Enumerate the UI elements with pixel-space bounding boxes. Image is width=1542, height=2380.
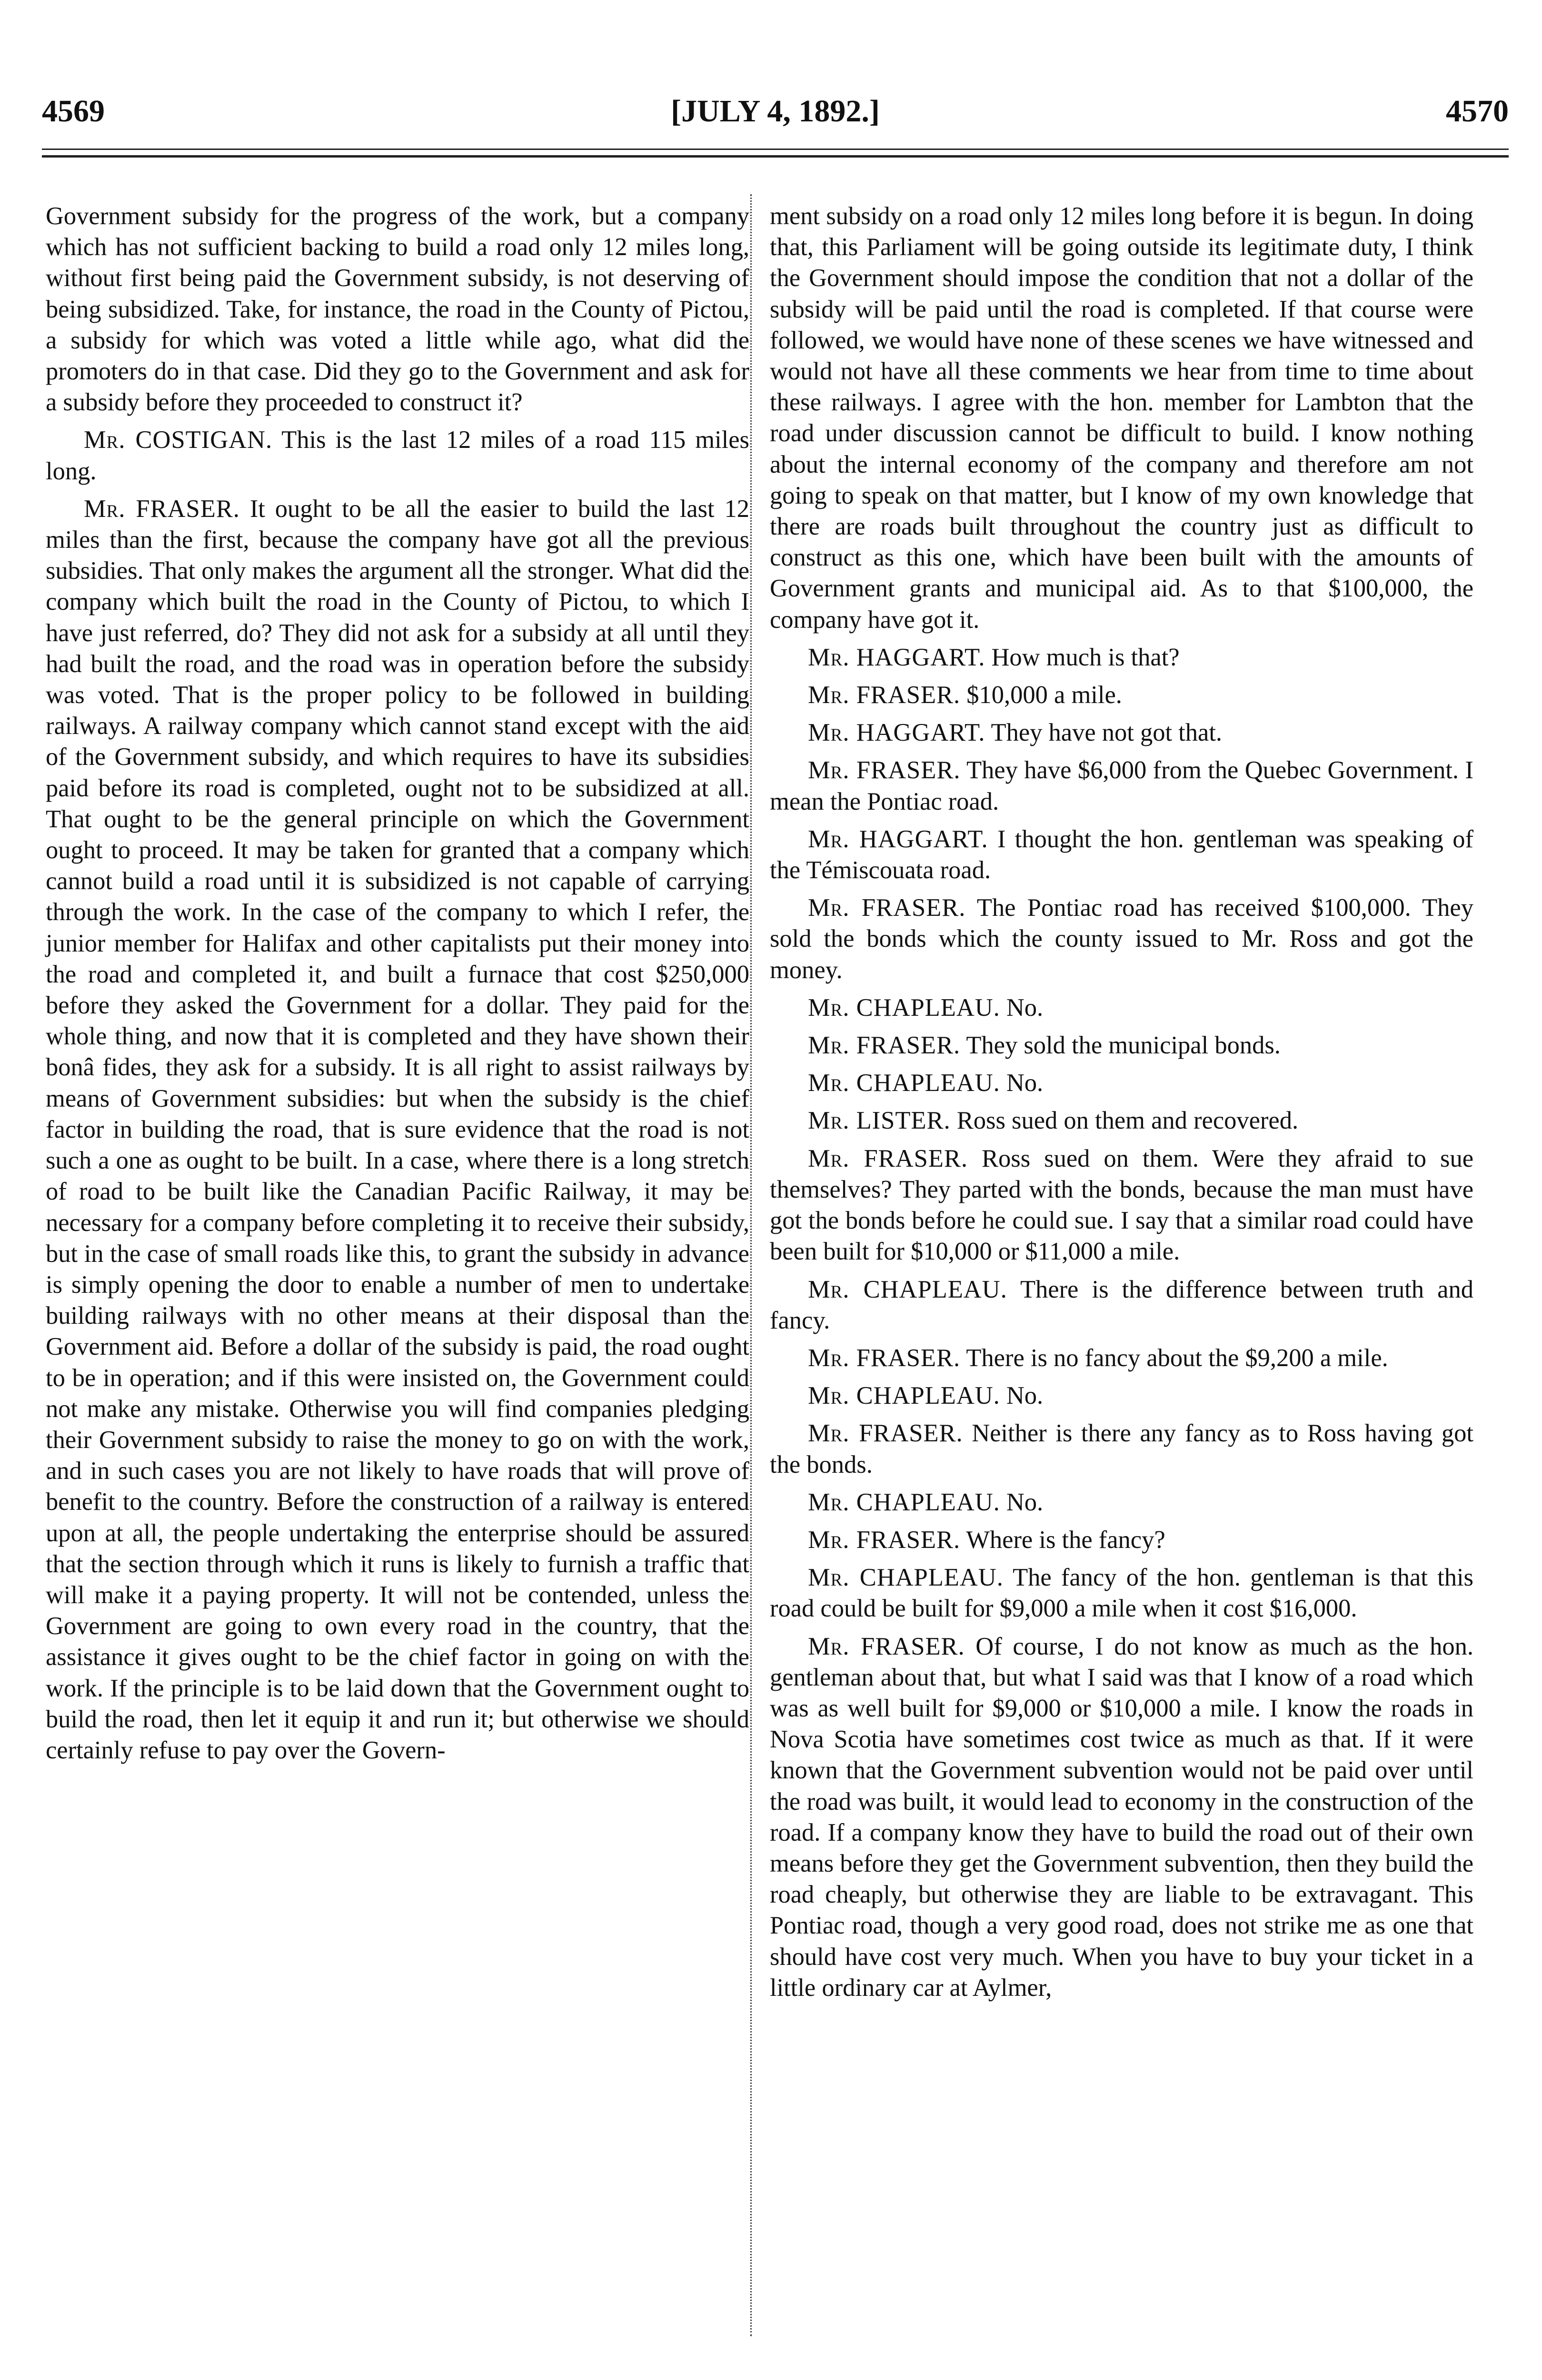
paragraph-text: No.	[1006, 1488, 1044, 1516]
paragraph	[770, 992, 1473, 1023]
paragraph-text: It ought to be all the easier to build the last 12 miles than the first, because the company have got all the previous subsidies. That only makes the argument all the stronger. What did the company which built the road in the County of Pictou, to which I have just referred, do? They did not ask for a subsidy at all until they had built the road, and the road was in operation before the subsidy was voted. That is the proper policy to be followed in building railways. A railway company which cannot stand except with the aid of the Government subsidy, and which requires to have its subsidies paid before its road is completed, ought not to be subsidized at all. That ought to be the general principle on which the Government ought to proceed. It may be taken for granted that a company which cannot build a road until it is subsidized is not capable of carrying through the work. In the case of the company to which I refer, the junior member for Halifax and other capitalists put their money into the road and completed it, and built a furnace that cost $250,000 before they asked the Government for a dollar. They paid for the whole thing, and now that it is completed and they have shown their bonâ fides, they ask for a subsidy. It is all right to assist railways by means of Government subsidies: but when the subsidy is the chief factor in building the road, that is sure evidence that the road is not such a one as ought to be built. In a case, where there is a long stretch of road to be built like the Canadian Pacific Railway, it may be necessary for a company before completing it to receive their subsidy, but in the case of small roads like this, to grant the subsidy in advance is simply opening the door to enable a number of men to undertake building railways with no other means at their disposal than the Government aid. Before a dollar of the subsidy is paid, the road ought to be in operation; and if this were insisted on, the Government could not make any mistake. Otherwise you will find companies pledging their Government subsidy to raise the money to go on with the work, and in such cases you are not likely to have roads that will prove of benefit to the country. Before the construction of a railway is entered upon at all, the people undertaking the enterprise should be assured that the section through which it runs is likely to furnish a traffic that will make it a paying property. It will not be contended, unless the Government are going to own every road in the country, that the assistance it gives ought to be the chief factor in going on with the work. If the principle is to be laid down that the Government ought to build the road, then let it equip it and run it; but otherwise we should certainly refuse to pay over the Govern-	[46, 495, 750, 1764]
header-rule-double	[42, 155, 1509, 158]
paragraph	[770, 1105, 1473, 1136]
speaker-name: Mr. HAGGART.	[808, 643, 985, 671]
paragraph	[770, 1631, 1473, 2003]
paragraph	[770, 201, 1473, 635]
speaker-name: Mr. CHAPLEAU.	[808, 1275, 1007, 1303]
speaker-name: Mr. LISTER.	[808, 1107, 951, 1135]
paragraph	[770, 717, 1473, 748]
page-date: [JULY 4, 1892.]	[671, 94, 880, 129]
paragraph-text: They have not got that.	[991, 719, 1223, 747]
paragraph-text: The fancy of the hon. gentleman is that this road could be built for $9,000 a mile when it cost $16,000.	[770, 1564, 1473, 1623]
column-divider	[750, 194, 752, 2336]
speaker-name: Mr. CHAPLEAU.	[808, 993, 1000, 1021]
paragraph-text: $10,000 a mile.	[966, 681, 1122, 709]
paragraph-text: No.	[1006, 1382, 1044, 1410]
paragraph	[770, 1525, 1473, 1556]
paragraph	[770, 1562, 1473, 1624]
paragraph	[770, 1418, 1473, 1480]
speaker-name: Mr. HAGGART.	[808, 825, 988, 853]
speaker-name: Mr. CHAPLEAU.	[808, 1382, 1000, 1410]
paragraph	[770, 1030, 1473, 1061]
paragraph	[46, 494, 749, 1766]
paragraph-text: Ross sued on them. Were they afraid to sue themselves? They parted with the bonds, because the man must have got the bonds before he could sue. I say that a similar road could have been built for $10,000 or $11,000 a mile.	[770, 1144, 1474, 1266]
paragraph-text: Neither is there any fancy as to Ross having got the bonds.	[770, 1419, 1473, 1478]
speaker-name: Mr. FRASER.	[808, 1344, 961, 1372]
page-header	[42, 93, 1509, 131]
paragraph-text: Ross sued on them and recovered.	[956, 1107, 1299, 1135]
paragraph-text: I thought the hon. gentleman was speaking of the Témiscouata road.	[770, 825, 1474, 884]
paragraph	[770, 1343, 1473, 1374]
left-page-number: 4569	[42, 94, 105, 129]
speaker-name: Mr. FRASER.	[808, 1632, 965, 1660]
left-column	[46, 201, 749, 1773]
paragraph-text: They sold the municipal bonds.	[966, 1031, 1281, 1060]
paragraph-text: There is the difference between truth and fancy.	[770, 1275, 1473, 1334]
paragraph-text: No.	[1006, 993, 1044, 1021]
paragraph-text: No.	[1006, 1069, 1044, 1097]
paragraph-text: The Pontiac road has received $100,000. They sold the bonds which the county issued to Mr. Ross and got the money.	[770, 894, 1473, 984]
speaker-name: Mr. CHAPLEAU.	[808, 1564, 1004, 1592]
paragraph	[770, 680, 1473, 711]
paragraph-text: Where is the fancy?	[966, 1526, 1165, 1554]
paragraph-text: ment subsidy on a road only 12 miles long before it is begun. In doing that, this Parliament will be going outside its legitimate duty, I think the Government should impose the condition that not a dollar of the subsidy will be paid until the road is completed. If that course were followed, we would have none of these scenes we have witnessed and would not have all these comments we hear from time to time about these railways. I agree with the hon. member for Lambton that the road under discussion cannot be difficult to build. I know nothing about the internal economy of the company and therefore am not going to speak on that matter, but I know of my own knowledge that there are roads built throughout the country just as difficult to construct as this one, which have been built with the amounts of Government grants and municipal aid. As to that $100,000, the company have got it.	[770, 202, 1473, 634]
paragraph	[770, 1487, 1473, 1518]
speaker-name: Mr. FRASER.	[84, 495, 240, 523]
speaker-name: Mr. FRASER.	[808, 894, 966, 922]
header-rule	[42, 149, 1509, 150]
right-page-number: 4570	[1446, 94, 1509, 129]
speaker-name: Mr. FRASER.	[808, 756, 961, 784]
paragraph	[770, 755, 1473, 817]
speaker-name: Mr. FRASER.	[808, 1419, 963, 1448]
paragraph	[770, 642, 1473, 673]
paragraph-text: How much is that?	[991, 643, 1180, 671]
paragraph	[770, 1143, 1473, 1268]
paragraph-text: Government subsidy for the progress of the work, but a company which has not sufficient backing to build a road only 12 miles long, without first being paid the Government subsidy, is not deserving of being subsidized. Take, for instance, the road in the County of Pictou, a subsidy for which was voted a little while ago, what did the promoters do in that case. Did they go to the Government and ask for a subsidy before they proceeded to construct it?	[46, 202, 749, 416]
speaker-name: Mr. FRASER.	[808, 1031, 961, 1060]
speaker-name: Mr. FRASER.	[808, 1144, 968, 1172]
paragraph	[770, 824, 1473, 886]
paragraph	[770, 1274, 1473, 1336]
right-column	[770, 201, 1473, 2010]
paragraph-text: There is no fancy about the $9,200 a mile.	[966, 1344, 1388, 1372]
paragraph-text: This is the last 12 miles of a road 115 miles long.	[46, 426, 749, 485]
paragraph	[46, 201, 749, 418]
paragraph	[770, 892, 1473, 986]
speaker-name: Mr. COSTIGAN.	[84, 426, 273, 454]
speaker-name: Mr. FRASER.	[808, 681, 961, 709]
paragraph	[770, 1068, 1473, 1099]
paragraph-text: Of course, I do not know as much as the hon. gentleman about that, but what I said was that I know of a road which was as well built for $9,000 or $10,000 a mile. I know the roads in Nova Scotia have sometimes cost twice as much as that. If it were known that the Government subvention would not be paid over until the road was built, it would lead to economy in the construction of the road. If a company know they have to build the road out of their own means before they get the Government subvention, then they build the road cheaply, but otherwise they are liable to be extravagant. This Pontiac road, though a very good road, does not strike me as one that should have cost very much. When you have to buy your ticket in a little ordinary car at Aylmer,	[770, 1632, 1474, 2002]
speaker-name: Mr. CHAPLEAU.	[808, 1069, 1000, 1097]
paragraph-text: They have $6,000 from the Quebec Government. I mean the Pontiac road.	[770, 756, 1473, 815]
speaker-name: Mr. FRASER.	[808, 1526, 961, 1554]
paragraph	[46, 425, 749, 486]
speaker-name: Mr. CHAPLEAU.	[808, 1488, 1000, 1516]
paragraph	[770, 1380, 1473, 1411]
speaker-name: Mr. HAGGART.	[808, 719, 985, 747]
